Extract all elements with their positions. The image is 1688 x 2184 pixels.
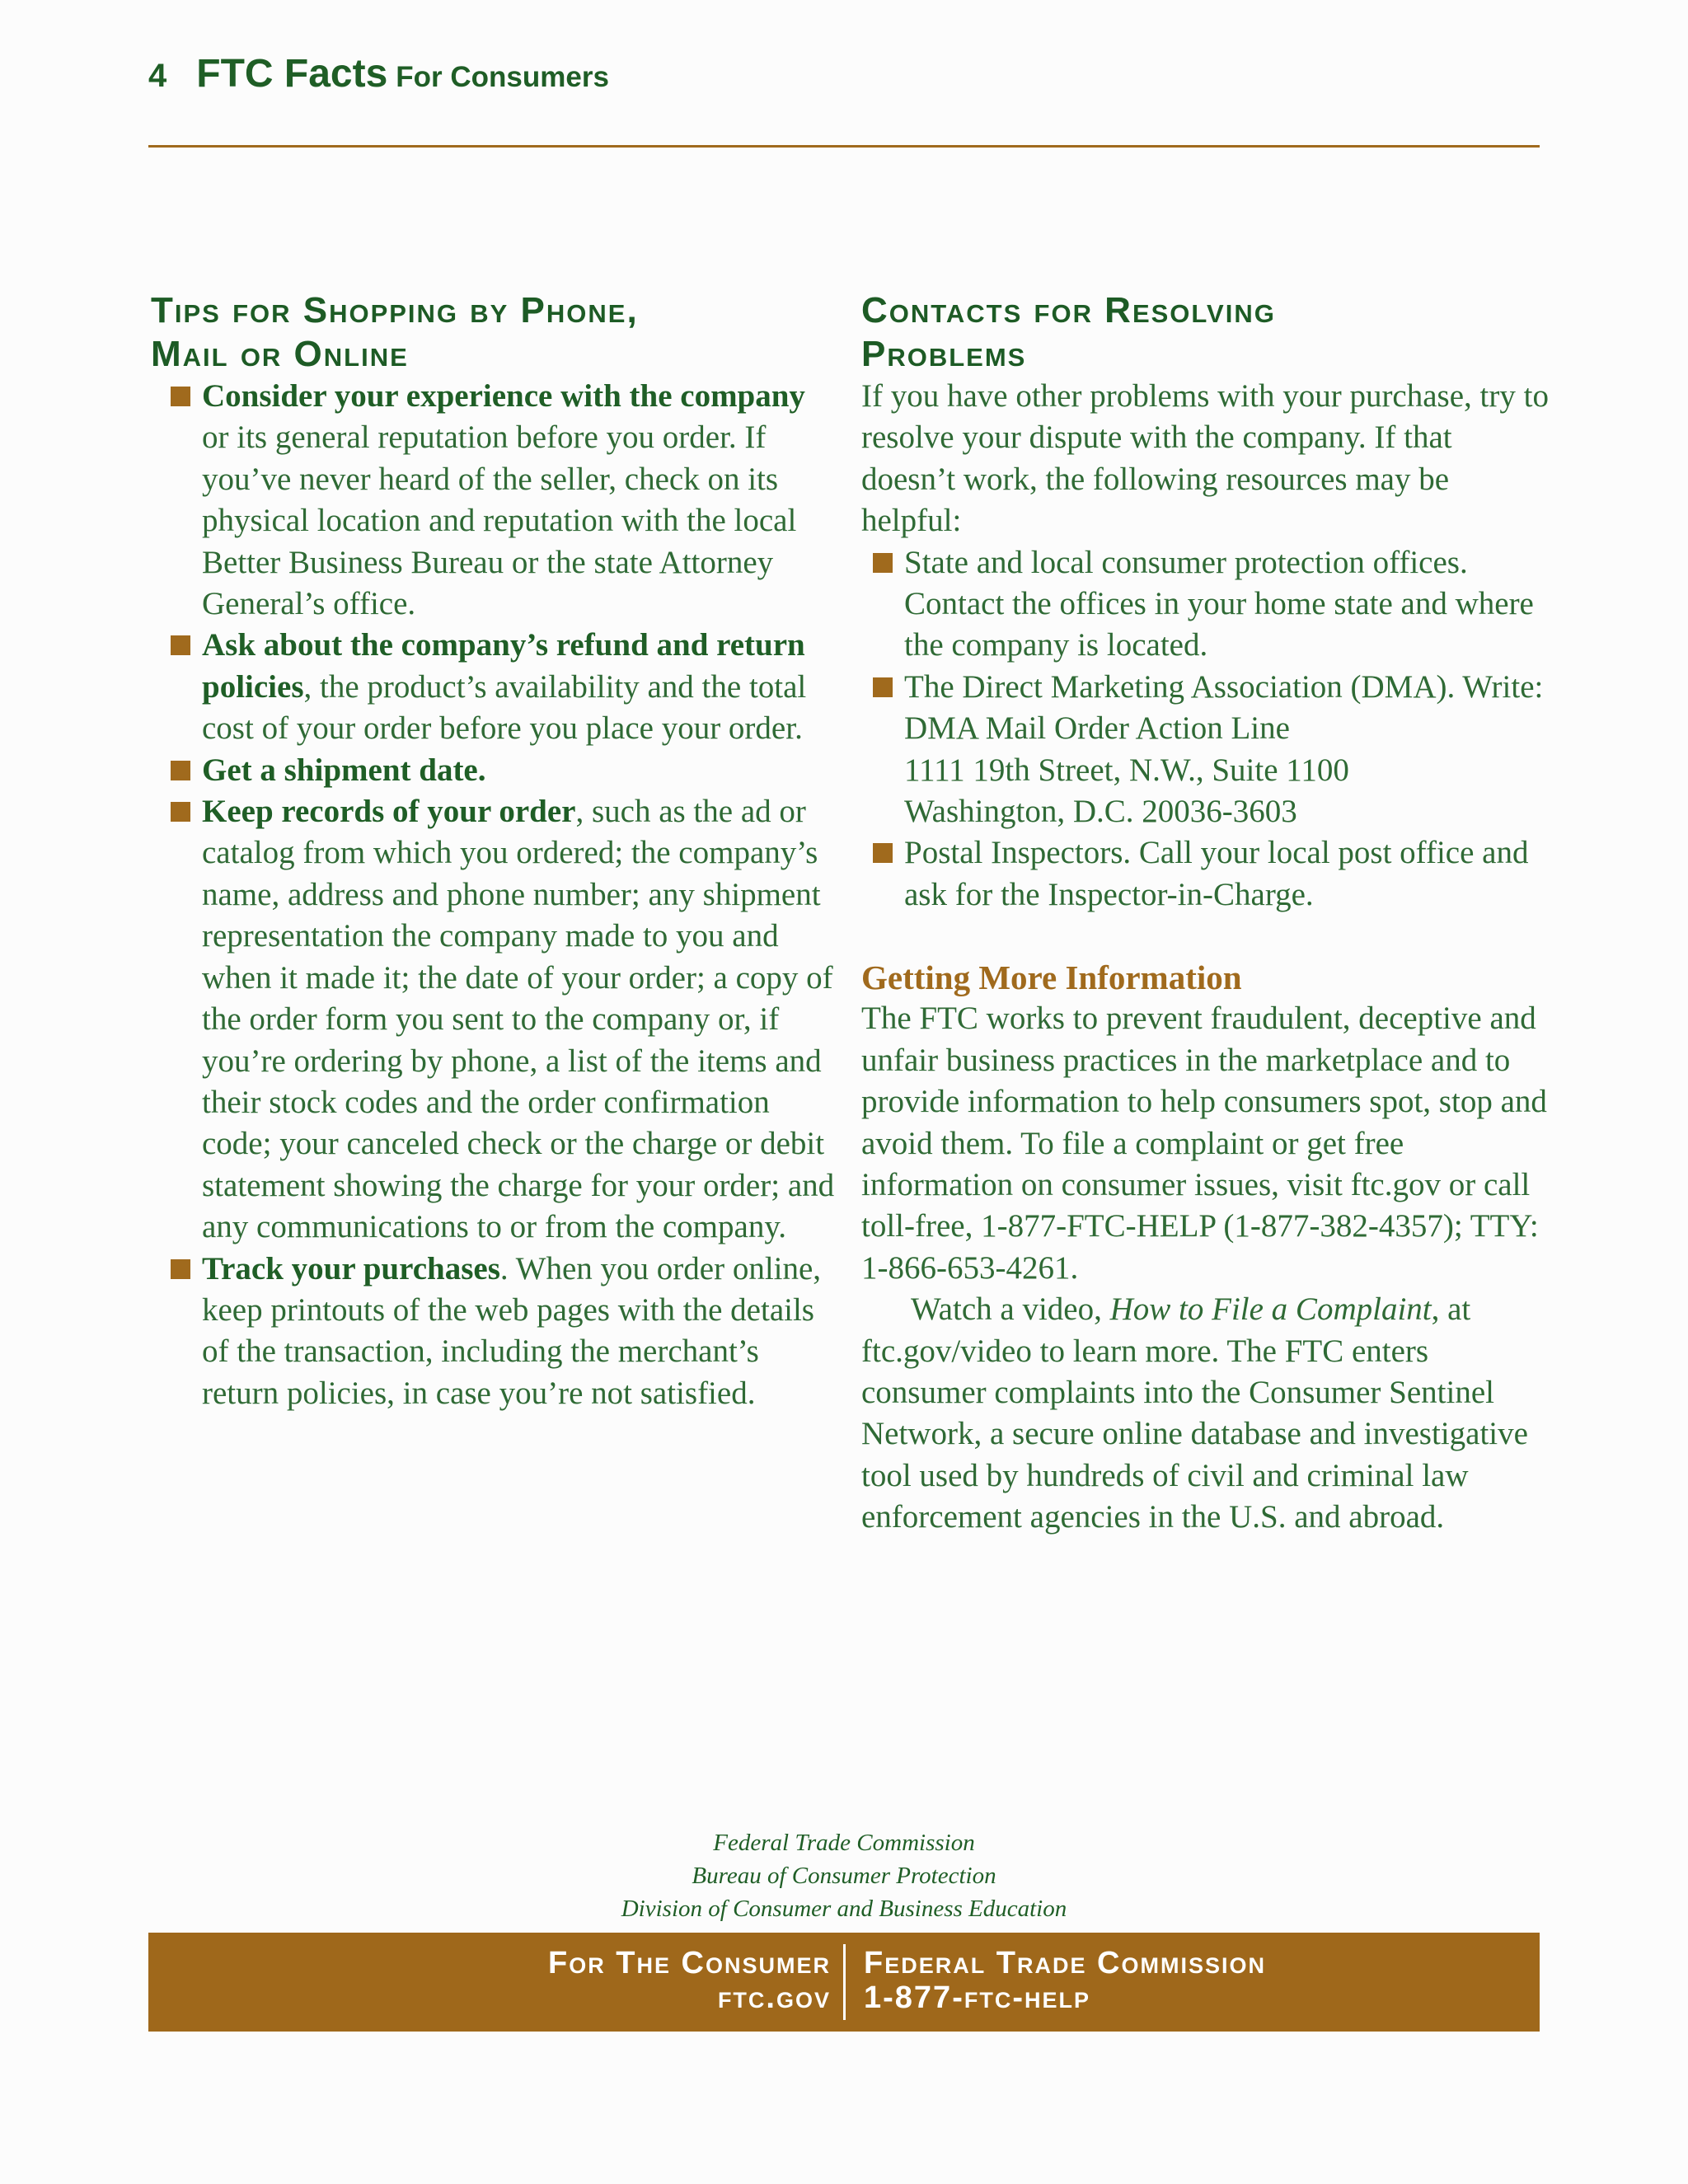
- brand-title: FTC Facts: [196, 52, 388, 96]
- page-header: [148, 51, 609, 96]
- square-bullet-icon: [873, 843, 893, 863]
- left-column: [151, 288, 835, 1414]
- brand-subtitle: For Consumers: [396, 61, 609, 93]
- list-item: Track your purchases. When you order online, keep printouts of the web pages with the details of the transaction, including the merchant’s return policies, in case you’re not satisfied.: [151, 1249, 835, 1415]
- list-item: State and local consumer protection offices. Contact the offices in your home state and where the company is located.: [853, 542, 1554, 667]
- contacts-intro: If you have other problems with your purchase, try to resolve your dispute with the company. If that doesn’t work, the following resources may be helpful:: [861, 378, 1549, 539]
- header-rule: [148, 145, 1540, 148]
- list-item: Postal Inspectors. Call your local post office and ask for the Inspector-in-Charge.: [853, 832, 1554, 916]
- footer-credits: Federal Trade Commission Bureau of Consumer Protection Division of Consumer and Business Education: [621, 1830, 1067, 1922]
- page-number: 4: [148, 58, 167, 94]
- list-item: The Direct Marketing Association (DMA). Write: DMA Mail Order Action Line 1111 19th Street, N.W., Suite 1100 Washington, D.C. 20036-3603: [853, 667, 1554, 833]
- square-bullet-icon: [873, 553, 893, 573]
- square-bullet-icon: [171, 802, 190, 822]
- square-bullet-icon: [171, 1259, 190, 1279]
- more-info-heading: Getting More Information: [861, 958, 1242, 997]
- dma-address: DMA Mail Order Action Line 1111 19th Street, N.W., Suite 1100 Washington, D.C. 20036-3603: [904, 710, 1349, 830]
- list-item: Get a shipment date.: [151, 750, 835, 791]
- ftc-website-link[interactable]: ftc.gov: [717, 1980, 831, 2015]
- contacts-list: [853, 542, 1554, 916]
- square-bullet-icon: [171, 387, 190, 406]
- square-bullet-icon: [873, 677, 893, 697]
- footer-bar-left: For The Consumer ftc.gov: [548, 1946, 831, 2015]
- list-item: Consider your experience with the company or its general reputation before you order. If you’ve never heard of the seller, check on its physical location and reputation with the local Better Business Bureau or the state Attorney General’s office.: [151, 376, 835, 625]
- list-item: Ask about the company’s refund and return policies, the product’s availability and the total cost of your order before you place your order.: [151, 625, 835, 749]
- footer-bar: [148, 1933, 1540, 2032]
- tips-heading: Tips for Shopping by Phone, Mail or Online: [151, 290, 639, 374]
- tips-list: [151, 376, 835, 1414]
- footer-bar-right: Federal Trade Commission 1-877-ftc-help: [864, 1946, 1266, 2015]
- square-bullet-icon: [171, 635, 190, 655]
- contacts-heading: Contacts for Resolving Problems: [861, 290, 1276, 374]
- more-info-paragraph: The FTC works to prevent fraudulent, deceptive and unfair business practices in the marketplace and to provide information to help consumers spot, stop and avoid them. To file a complaint or get free information on consumer issues, visit ftc.gov or call toll-free, 1-877-FTC-HELP (1-877-382-4357); TTY: 1-866-653-4261.: [861, 1001, 1547, 1286]
- right-column: [861, 288, 1554, 1539]
- list-item: Keep records of your order, such as the ad or catalog from which you ordered; the company’s name, address and phone number; any shipment representation the company made to you and when it made it; the date of your order; a copy of the order form you sent to the company or, if you’re ordering by phone, a list of the items and their stock codes and the order confirmation code; your canceled check or the charge or debit statement showing the charge for your order; and any communications to or from the company.: [151, 791, 835, 1248]
- ftc-phone: 1-877-ftc-help: [864, 1980, 1090, 2015]
- footer-divider: [843, 1944, 846, 2020]
- more-info-paragraph-2: Watch a video, How to File a Complaint, at ftc.gov/video to learn more. The FTC enters consumer complaints into the Consumer Sentinel Network, a secure online database and investigative tool used by hundreds of civil and criminal law enforcement agencies in the U.S. and abroad.: [861, 1291, 1528, 1535]
- square-bullet-icon: [171, 761, 190, 780]
